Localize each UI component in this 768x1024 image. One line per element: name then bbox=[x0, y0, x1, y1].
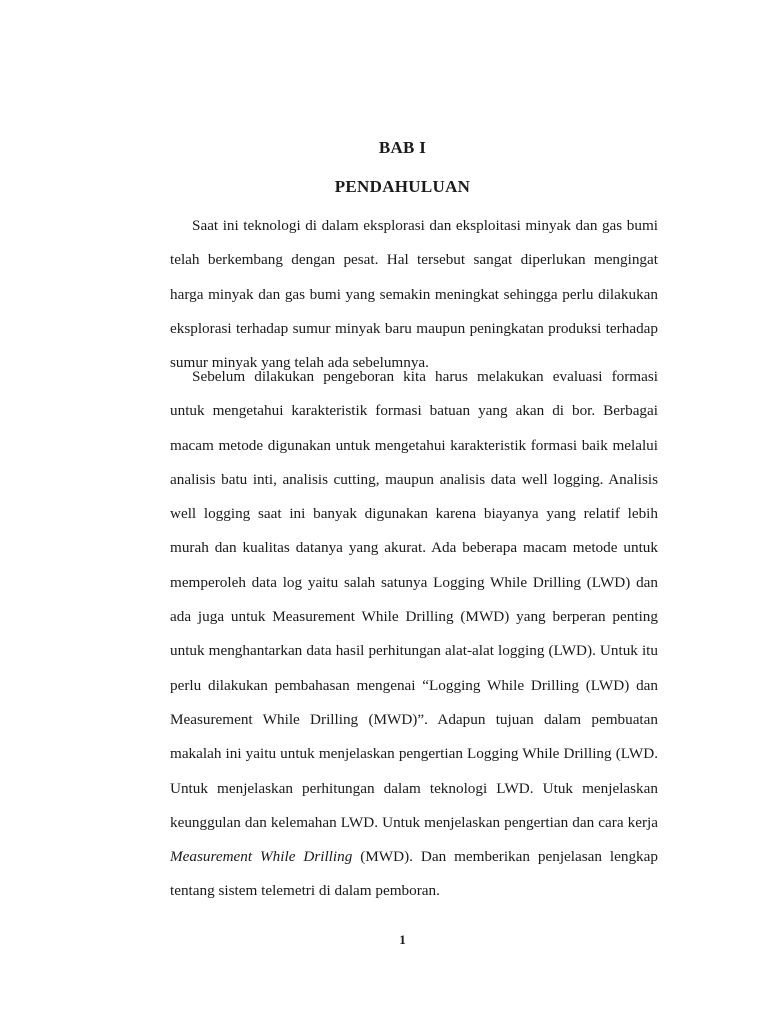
paragraph-intro: Saat ini teknologi di dalam eksplorasi dan eksploitasi minyak dan gas bumi telah berkembang dengan pesat. Hal tersebut sangat diperlukan mengingat harga minyak dan gas bumi yang semakin meningkat sehingga perlu dilakukan eksplorasi terhadap sumur minyak baru maupun peningkatan produksi terhadap sumur minyak yang telah ada sebelumnya. bbox=[170, 217, 658, 372]
page-number: 1 bbox=[399, 932, 406, 947]
paragraph-background-text-1: Sebelum dilakukan pengeboran kita harus melakukan evaluasi formasi untuk mengetahui karakteristik formasi batuan yang akan di bor. Berbagai macam metode digunakan untuk mengetahui karakteristik formasi baik melalui analisis batu inti, analisis cutting, maupun analisis data well logging. Analisis well logging saat ini banyak digunakan karena biayanya yang relatif lebih murah dan kualitas datanya yang akurat. Ada beberapa macam metode untuk memperoleh data log yaitu salah satunya Logging While Drilling (LWD) dan ada juga untuk Measurement While Drilling (MWD) yang berperan penting untuk menghantarkan data hasil perhitungan alat-alat logging (LWD). Untuk itu perlu dilakukan pembahasan mengenai “Logging While Drilling (LWD) dan Measurement While Drilling (MWD)”. Adapun tujuan dalam pembuatan makalah ini yaitu untuk menjelaskan pengertian Logging While Drilling (LWD. Untuk menjelaskan perhitungan dalam teknologi LWD. Utuk menjelaskan keunggulan dan kelemahan LWD. Untuk menjelaskan pengertian dan cara kerja bbox=[170, 368, 658, 831]
chapter-title: PENDAHULUAN bbox=[334, 177, 471, 196]
chapter-label: BAB I bbox=[378, 138, 427, 157]
paragraph-background-text-2: (MWD). Dan memberikan penjelasan lengkap tentang sistem telemetri di dalam pemboran. bbox=[170, 848, 658, 900]
paragraph-background-italic-term: Measurement While Drilling bbox=[170, 848, 353, 866]
paragraph-background bbox=[170, 360, 658, 909]
